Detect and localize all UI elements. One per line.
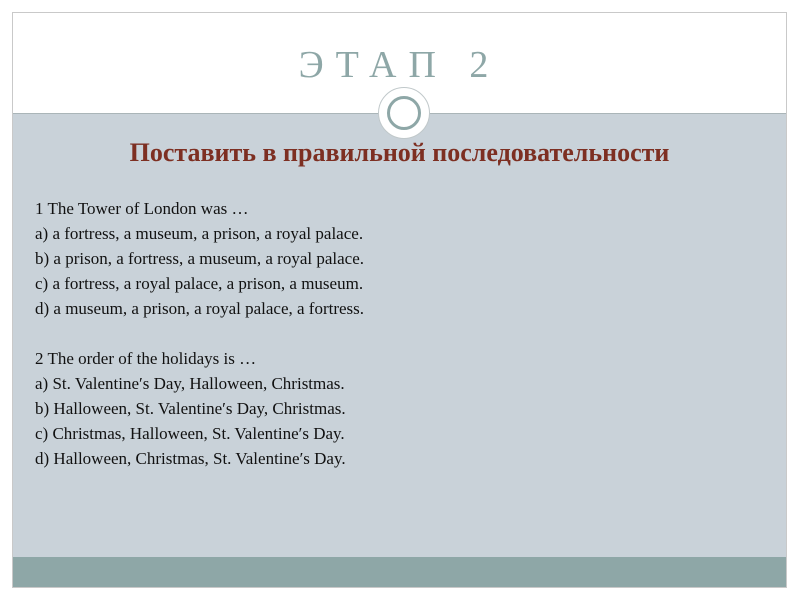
answer-option: d) Halloween, Christmas, St. Valentine′s Day. <box>35 449 346 468</box>
answer-option: c) Christmas, Halloween, St. Valentine′s Day. <box>35 424 345 443</box>
question-block <box>35 196 635 321</box>
slide <box>12 12 787 588</box>
question-text: 1 The Tower of London was … <box>35 199 249 218</box>
footer-bar <box>13 557 786 587</box>
slide-title: ЭТАП 2 <box>298 44 501 86</box>
question-text: 2 The order of the holidays is … <box>35 349 257 368</box>
answer-option: d) a museum, a prison, a royal palace, a fortress. <box>35 299 365 318</box>
question-block <box>35 346 635 471</box>
questions-list <box>35 196 635 496</box>
answer-option: c) a fortress, a royal palace, a prison, a museum. <box>35 274 364 293</box>
answer-option: b) a prison, a fortress, a museum, a royal palace. <box>35 249 365 268</box>
answer-option: b) Halloween, St. Valentine′s Day, Christmas. <box>35 399 346 418</box>
answer-option: a) St. Valentine′s Day, Halloween, Christmas. <box>35 374 345 393</box>
slide-content <box>13 114 786 558</box>
slide-subtitle: Поставить в правильной последовательности <box>129 138 670 167</box>
answer-option: a) a fortress, a museum, a prison, a royal palace. <box>35 224 364 243</box>
